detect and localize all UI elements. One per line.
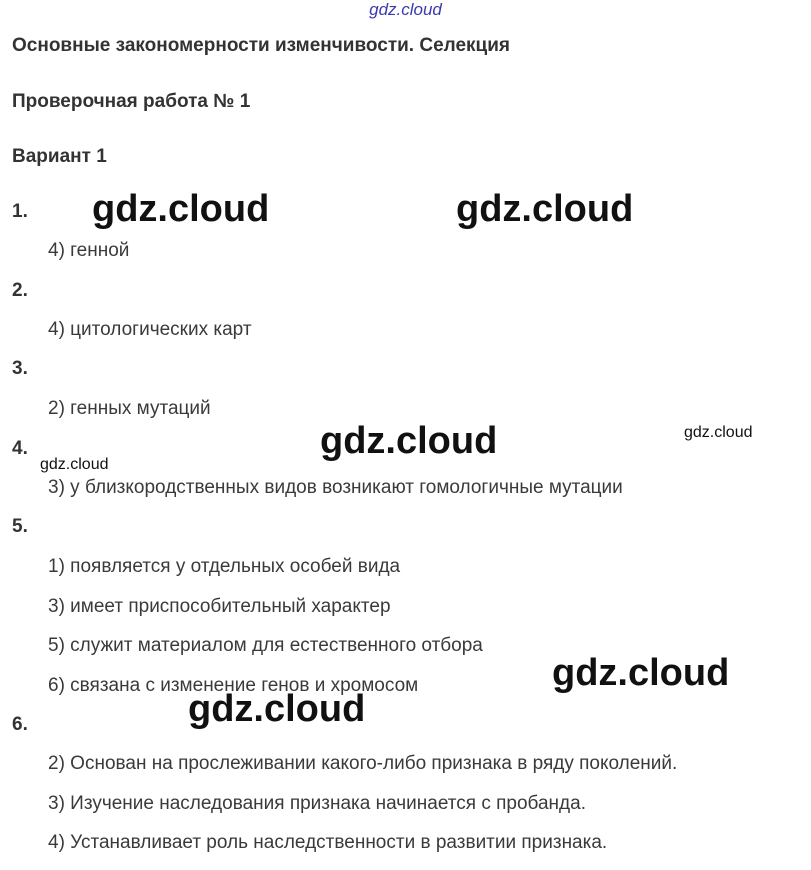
question-3-answer-1: 2) генных мутаций — [48, 398, 211, 419]
watermark: gdz.cloud — [188, 688, 366, 730]
question-number-6: 6. — [12, 714, 28, 735]
question-6-answer-1: 2) Основан на прослеживании какого-либо признака в ряду поколений. — [48, 753, 678, 774]
variant-title: Вариант 1 — [12, 146, 107, 167]
question-number-5: 5. — [12, 516, 28, 537]
watermark: gdz.cloud — [552, 652, 730, 694]
question-5-answer-2: 3) имеет приспособительный характер — [48, 596, 391, 617]
question-number-2: 2. — [12, 280, 28, 301]
question-6-answer-3: 4) Устанавливает роль наследственности в развитии признака. — [48, 832, 608, 853]
topic-title: Основные закономерности изменчивости. Селекция — [12, 35, 510, 56]
question-5-answer-4: 6) связана с изменение генов и хромосом — [48, 675, 419, 696]
question-number-4: 4. — [12, 438, 28, 459]
watermark: gdz.cloud — [456, 188, 634, 230]
question-2-answer-1: 4) цитологических карт — [48, 319, 252, 340]
question-number-3: 3. — [12, 358, 28, 379]
test-title: Проверочная работа № 1 — [12, 91, 251, 112]
question-number-1: 1. — [12, 201, 28, 222]
header-watermark: gdz.cloud — [369, 0, 442, 19]
question-1-answer-1: 4) генной — [48, 240, 130, 261]
question-6-answer-2: 3) Изучение наследования признака начинается с пробанда. — [48, 793, 586, 814]
watermark: gdz.cloud — [320, 420, 498, 462]
watermark: gdz.cloud — [684, 424, 753, 441]
watermark: gdz.cloud — [40, 456, 109, 473]
question-4-answer-1: 3) у близкородственных видов возникают гомологичные мутации — [48, 477, 623, 498]
watermark: gdz.cloud — [92, 188, 270, 230]
question-5-answer-3: 5) служит материалом для естественного отбора — [48, 635, 483, 656]
question-5-answer-1: 1) появляется у отдельных особей вида — [48, 556, 401, 577]
